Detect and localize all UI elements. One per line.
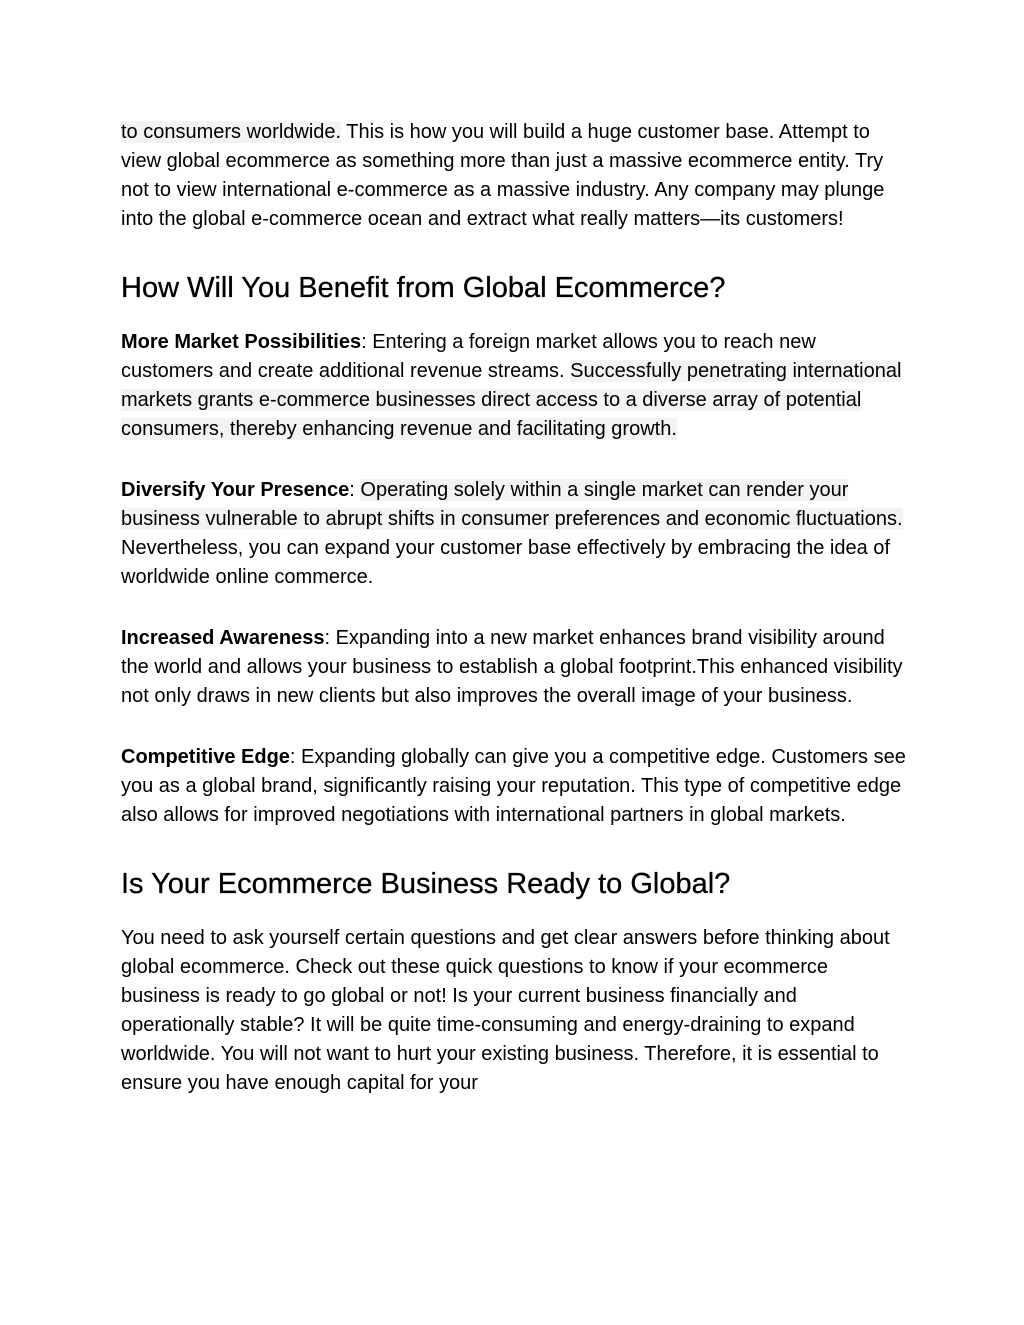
benefit-paragraph bbox=[121, 743, 911, 830]
benefit-highlight: Successfully penetrating international markets grants e-commerce businesses direct access to a diverse array of potential consumers, thereby enhancing revenue and facilitating growth. bbox=[121, 360, 902, 440]
intro-paragraph bbox=[121, 118, 911, 234]
benefit-paragraph bbox=[121, 476, 911, 592]
benefit-term: Competitive Edge bbox=[121, 746, 290, 768]
benefit-text: Entering a foreign market allows you to reach new customers and create additional revenue streams. bbox=[121, 331, 816, 382]
readiness-paragraph: You need to ask yourself certain questions and get clear answers before thinking about global ecommerce. Check out these quick questions to know if your ecommerce business is ready to go global or not! Is your current business financially and operationally stable? It will be quite time-consuming and energy-draining to expand worldwide. You will not want to hurt your existing business. Therefore, it is essential to ensure you have enough capital for your bbox=[121, 927, 890, 1094]
benefit-term: Increased Awareness bbox=[121, 627, 325, 649]
benefit-term: More Market Possibilities bbox=[121, 331, 362, 353]
benefit-separator: : bbox=[349, 479, 355, 501]
section-heading-readiness: Is Your Ecommerce Business Ready to Global? bbox=[121, 868, 731, 900]
benefit-text-after: Nevertheless, you can expand your customer base effectively by embracing the idea of worldwide online commerce. bbox=[121, 537, 890, 588]
benefit-separator: : bbox=[289, 746, 296, 768]
document-page bbox=[121, 118, 911, 1098]
benefit-paragraph bbox=[121, 624, 911, 711]
benefit-text: Expanding into a new market enhances brand visibility around the world and allows your business to establish a global footprint.This enhanced visibility not only draws in new clients but also improves the overall image of your business. bbox=[121, 627, 903, 707]
benefit-term: Diversify Your Presence bbox=[121, 479, 350, 501]
benefit-text: Expanding globally can give you a competitive edge. Customers see you as a global brand, significantly raising your reputation. This type of competitive edge also allows for improved negotiations with international partners in global markets. bbox=[121, 746, 906, 826]
benefit-paragraph bbox=[121, 328, 911, 444]
benefit-separator: : bbox=[324, 627, 331, 649]
intro-text: This is how you will build a huge customer base. Attempt to view global ecommerce as something more than just a massive ecommerce entity. Try not to view international e-commerce as a massive industry. Any company may plunge into the global e-commerce ocean and extract what really matters—its customers! bbox=[121, 121, 885, 230]
section-heading-benefits: How Will You Benefit from Global Ecommerce? bbox=[121, 272, 726, 304]
benefit-highlight: Operating solely within a single market can render your business vulnerable to abrupt shifts in consumer preferences and economic fluctuations. bbox=[121, 479, 903, 530]
intro-highlight: to consumers worldwide. bbox=[121, 121, 342, 143]
benefit-separator: : bbox=[361, 331, 367, 353]
